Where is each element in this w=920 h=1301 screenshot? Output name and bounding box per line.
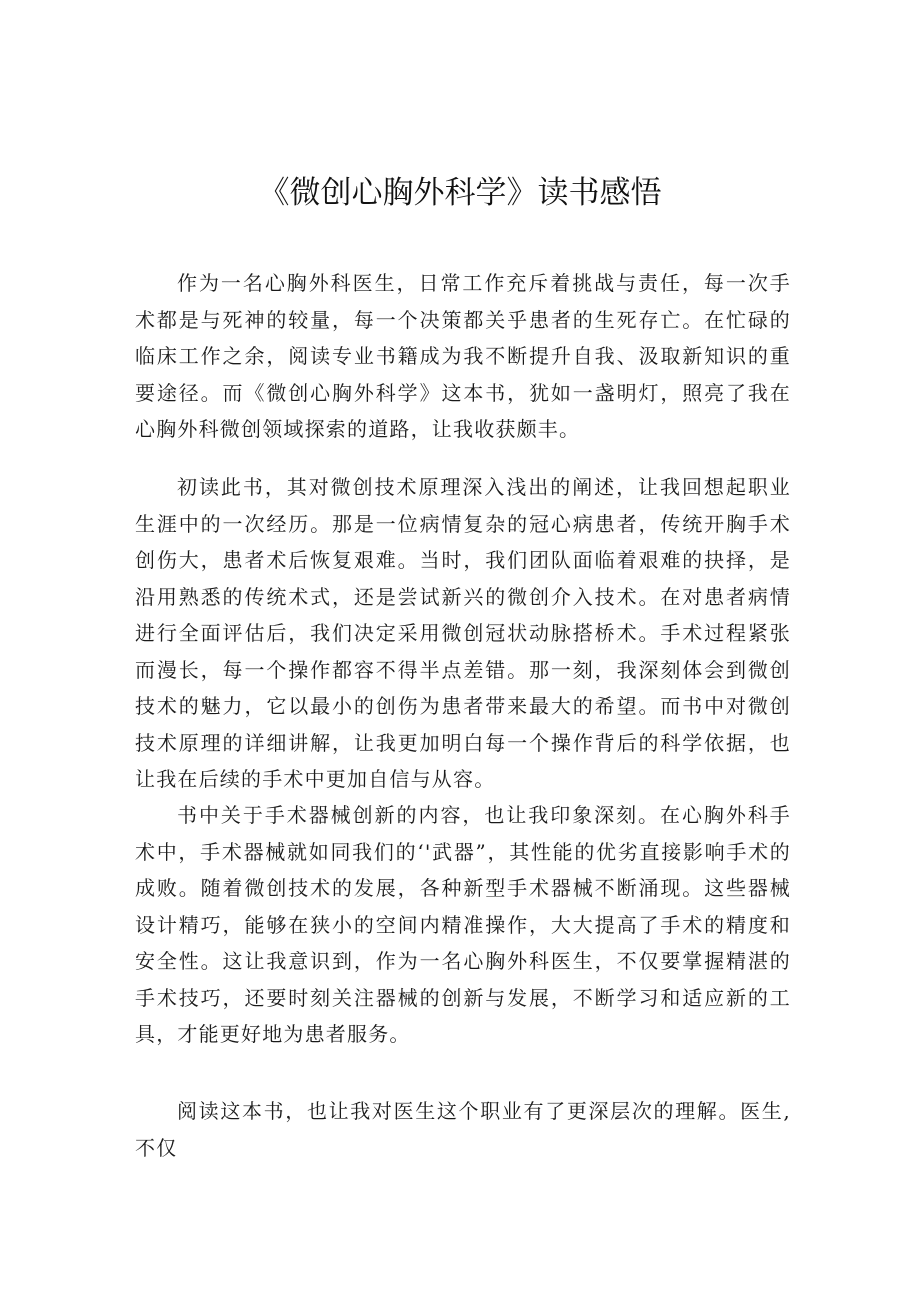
paragraph-2: 初读此书，其对微创技术原理深入浅出的阐述，让我回想起职业生涯中的一次经历。那是一位病情复杂的冠心病患者，传统开胸手术创伤大，患者术后恢复艰难。当时，我们团队面临着艰难的抉择，是沿用熟悉的传统术式，还是尝试新兴的微创介入技术。在对患者病情进行全面评估后，我们决定采用微创冠状动脉搭桥术。手术过程紧张而漫长，每一个操作都容不得半点差错。那一刻，我深刻体会到微创技术的魅力，它以最小的创伤为患者带来最大的希望。而书中对微创技术原理的详细讲解，让我更加明白每一个操作背后的科学依据，也让我在后续的手术中更加自信与从容。: [135, 475, 791, 791]
paragraph-1: 作为一名心胸外科医生，日常工作充斥着挑战与责任，每一次手术都是与死神的较量，每一个决策都关乎患者的生死存亡。在忙碌的临床工作之余，阅读专业书籍成为我不断提升自我、汲取新知识的重要途径。而《微创心胸外科学》这本书，犹如一盏明灯，照亮了我在心胸外科微创领域探索的道路，让我收获颇丰。: [135, 271, 791, 441]
paragraph-4: 阅读这本书，也让我对医生这个职业有了更深层次的理解。医生,不仅: [135, 1099, 791, 1160]
document-title: 《微创心胸外科学》读书感悟: [258, 175, 662, 211]
paragraph-3: 书中关于手术器械创新的内容，也让我印象深刻。在心胸外科手术中，手术器械就如同我们的‘'武器”，其性能的优劣直接影响手术的成败。随着微创技术的发展，各种新型手术器械不断涌现。这些器械设计精巧，能够在狭小的空间内精准操作，大大提高了手术的精度和安全性。这让我意识到，作为一名心胸外科医生，不仅要掌握精湛的手术技巧，还要时刻关注器械的创新与发展，不断学习和适应新的工具，才能更好地为患者服务。: [135, 803, 791, 1046]
